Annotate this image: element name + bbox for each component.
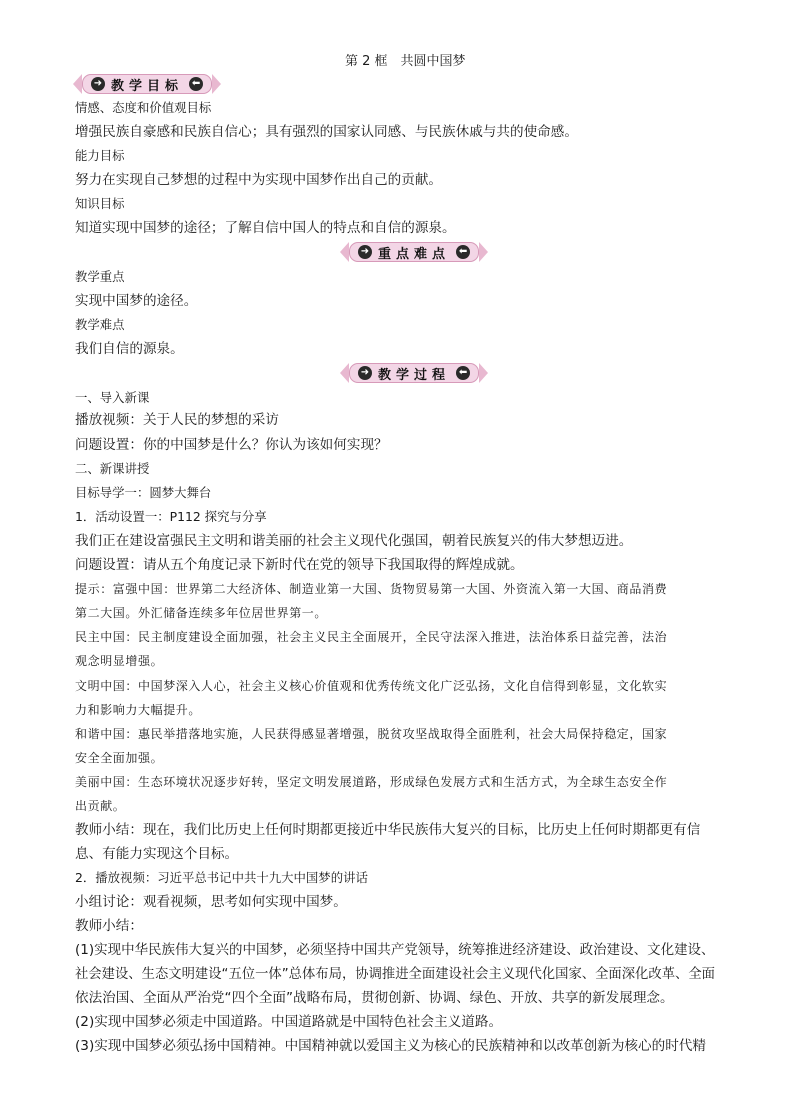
teacher-summary-one-line2: 息、有能力实现这个目标。	[75, 846, 239, 862]
banner-body	[349, 242, 479, 262]
activity-one-heading: 1．活动设置一：P112 探究与分享	[75, 509, 267, 524]
focus-text: 实现中国梦的途径。	[75, 293, 198, 309]
arrow-right-icon: ➜	[358, 366, 372, 380]
point-one-line3: 依法治国、全面从严治党“四个全面”战略布局，贯彻创新、协调、绿色、开放、共享的新发展理念。	[75, 990, 674, 1006]
hint-beautiful-line2: 出贡献。	[75, 799, 126, 813]
section-intro-heading: 一、导入新课	[75, 390, 150, 405]
banner-key-points	[340, 242, 488, 262]
arrow-left-icon: ⬅	[456, 245, 470, 259]
hint-harmonious-line1: 和谐中国：惠民举措落地实施，人民获得感显著增强，脱贫攻坚战取得全面胜利，社会大局保持稳定，国家	[75, 727, 668, 741]
hint-prosperous-line1: 提示：富强中国：世界第二大经济体、制造业第一大国、货物贸易第一大国、外资流入第一大国、商品消费	[75, 582, 668, 596]
focus-heading: 教学重点	[75, 269, 125, 284]
ability-goal-text: 努力在实现自己梦想的过程中为实现中国梦作出自己的贡献。	[75, 172, 443, 188]
point-one-line1: (1)实现中华民族伟大复兴的中国梦，必须坚持中国共产党领导，统筹推进经济建设、政治建设、文化建设、	[75, 942, 715, 958]
hint-harmonious-line2: 安全全面加强。	[75, 751, 164, 765]
banner-teaching-process	[340, 363, 488, 383]
banner-left-cap	[73, 74, 82, 94]
point-two-line: (2)实现中国梦必须走中国道路。中国道路就是中国特色社会主义道路。	[75, 1014, 503, 1030]
activity-one-question: 问题设置：请从五个角度记录下新时代在党的领导下我国取得的辉煌成就。	[75, 557, 524, 573]
arrow-left-icon: ⬅	[189, 77, 203, 91]
banner-left-cap	[340, 242, 349, 262]
hint-beautiful-line1: 美丽中国：生态环境状况逐步好转，坚定文明发展道路，形成绿色发展方式和生活方式，为全球生态安全作	[75, 775, 668, 789]
hint-democratic-line1: 民主中国：民主制度建设全面加强，社会主义民主全面展开，全民守法深入推进，法治体系日益完善，法治	[75, 630, 668, 644]
banner-right-cap	[479, 242, 488, 262]
arrow-left-icon: ⬅	[456, 366, 470, 380]
difficulty-text: 我们自信的源泉。	[75, 341, 184, 357]
banner-right-cap	[479, 363, 488, 383]
point-one-line2: 社会建设、生态文明建设“五位一体”总体布局，协调推进全面建设社会主义现代化国家、全面深化改革、全面	[75, 966, 716, 982]
banner-label: 教学目标	[111, 78, 184, 94]
lesson-title: 第 2 框 共圆中国梦	[345, 54, 466, 69]
intro-question-line: 问题设置：你的中国梦是什么？你认为该如何实现？	[75, 437, 388, 453]
teacher-summary-one-line1: 教师小结：现在，我们比历史上任何时期都更接近中华民族伟大复兴的目标，比历史上任何时期都更有信	[75, 822, 701, 838]
difficulty-heading: 教学难点	[75, 317, 125, 332]
activity-one-text: 我们正在建设富强民主文明和谐美丽的社会主义现代化强国，朝着民族复兴的伟大梦想迈进。	[75, 533, 633, 549]
banner-left-cap	[340, 363, 349, 383]
emotion-goal-text: 增强民族自豪感和民族自信心；具有强烈的国家认同感、与民族休戚与共的使命感。	[75, 124, 578, 140]
banner-body	[349, 363, 479, 383]
banner-label: 重点难点	[378, 246, 451, 262]
banner-body	[82, 74, 212, 94]
ability-goal-heading: 能力目标	[75, 148, 125, 163]
banner-right-cap	[212, 74, 221, 94]
activity-two-heading: 2．播放视频：习近平总书记中共十九大中国梦的讲话	[75, 870, 368, 885]
hint-civilized-line2: 力和影响力大幅提升。	[75, 703, 202, 717]
point-three-line: (3)实现中国梦必须弘扬中国精神。中国精神就以爱国主义为核心的民族精神和以改革创新为核心的时代精	[75, 1038, 706, 1054]
banner-label: 教学过程	[378, 367, 451, 383]
section-new-lesson-heading: 二、新课讲授	[75, 461, 150, 476]
hint-prosperous-line2: 第二大国。外汇储备连续多年位居世界第一。	[75, 606, 328, 620]
arrow-right-icon: ➜	[358, 245, 372, 259]
knowledge-goal-text: 知道实现中国梦的途径；了解自信中国人的特点和自信的源泉。	[75, 220, 456, 236]
guide-one-heading: 目标导学一：圆梦大舞台	[75, 485, 212, 500]
teacher-summary-two-label: 教师小结：	[75, 918, 143, 934]
group-discussion-line: 小组讨论：观看视频，思考如何实现中国梦。	[75, 894, 347, 910]
intro-video-line: 播放视频：关于人民的梦想的采访	[75, 412, 279, 428]
hint-democratic-line2: 观念明显增强。	[75, 654, 164, 668]
emotion-goal-heading: 情感、态度和价值观目标	[75, 100, 212, 115]
banner-teaching-goals	[73, 74, 221, 94]
hint-civilized-line1: 文明中国：中国梦深入人心，社会主义核心价值观和优秀传统文化广泛弘扬，文化自信得到彰显，文化软实	[75, 679, 668, 693]
knowledge-goal-heading: 知识目标	[75, 196, 125, 211]
arrow-right-icon: ➜	[91, 77, 105, 91]
